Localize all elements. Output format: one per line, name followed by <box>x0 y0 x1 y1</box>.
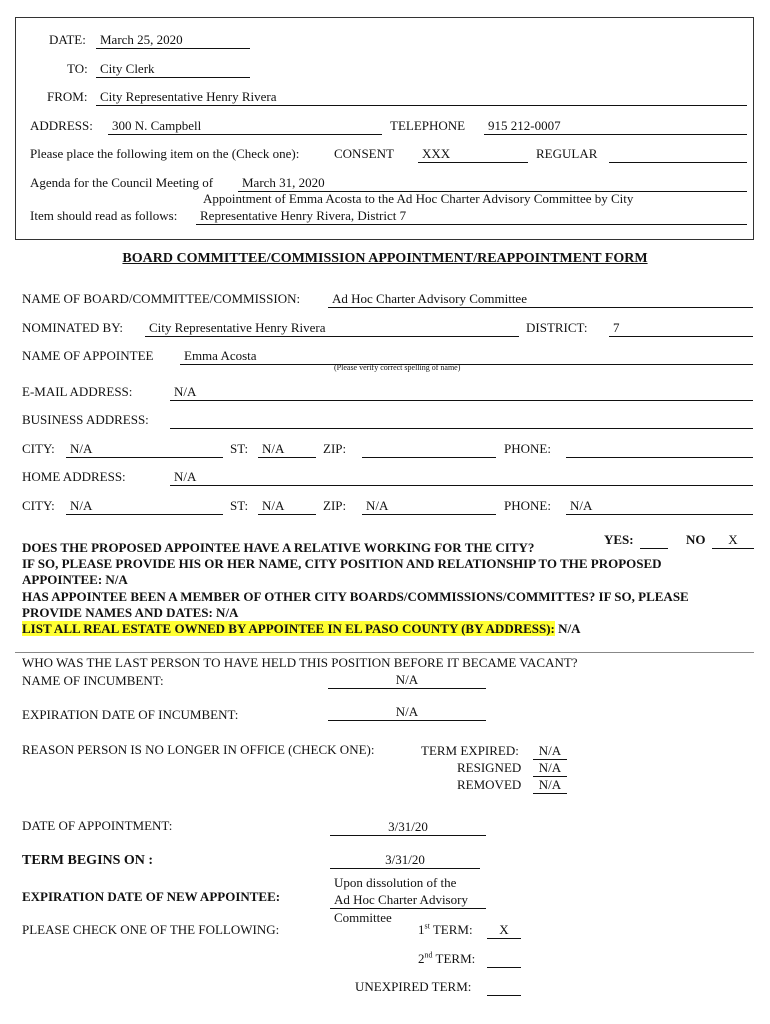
real-estate-question <box>22 621 581 637</box>
new-expiration-label: EXPIRATION DATE OF NEW APPOINTEE: <box>22 889 281 904</box>
district-label: DISTRICT: <box>526 320 588 335</box>
new-expiration-line1: Upon dissolution of the <box>334 875 457 890</box>
zip2-label: ZIP: <box>323 498 347 513</box>
email-label: E-MAIL ADDRESS: <box>22 384 133 399</box>
home-address-label: HOME ADDRESS: <box>22 469 126 484</box>
district-field[interactable] <box>609 320 753 337</box>
phone1-label: PHONE: <box>504 441 551 456</box>
st2-value: N/A <box>262 498 285 513</box>
no-label: NO <box>686 532 706 547</box>
date-field[interactable] <box>96 32 250 49</box>
appointee-name-value: Emma Acosta <box>184 348 257 363</box>
district-value: 7 <box>613 320 620 335</box>
zip1-field[interactable] <box>362 441 496 458</box>
consent-label: CONSENT <box>334 146 394 161</box>
address-field[interactable] <box>108 118 382 135</box>
relative-detail-line2: APPOINTEE: N/A <box>22 572 128 587</box>
relative-detail-line1: IF SO, PLEASE PROVIDE HIS OR HER NAME, CITY POSITION AND RELATIONSHIP TO THE PROPOSED <box>22 556 662 571</box>
consent-value: XXX <box>422 146 451 161</box>
to-label: TO: <box>67 61 88 76</box>
term-expired-field[interactable] <box>533 743 567 760</box>
incumbent-expiration-value: N/A <box>395 704 419 719</box>
st1-label: ST: <box>230 441 249 456</box>
agenda-label: Agenda for the Council Meeting of <box>30 175 214 190</box>
phone2-label: PHONE: <box>504 498 551 513</box>
city1-label: CITY: <box>22 441 55 456</box>
first-term-field[interactable] <box>487 922 521 939</box>
incumbent-name-field[interactable] <box>328 672 486 689</box>
unexpired-term-label: UNEXPIRED TERM: <box>355 979 472 994</box>
term-begins-field[interactable] <box>330 852 480 869</box>
real-estate-value: N/A <box>558 621 581 636</box>
term-begins-label: TERM BEGINS ON : <box>22 853 154 868</box>
city2-label: CITY: <box>22 498 55 513</box>
home-address-field[interactable] <box>170 469 753 486</box>
city2-value: N/A <box>70 498 93 513</box>
business-address-field[interactable] <box>170 412 753 429</box>
nominated-field[interactable] <box>145 320 519 337</box>
yes-field[interactable] <box>640 532 668 549</box>
zip1-value <box>362 441 366 456</box>
nominated-value: City Representative Henry Rivera <box>149 320 326 335</box>
date-value: March 25, 2020 <box>100 32 183 47</box>
second-term-field[interactable] <box>487 951 521 968</box>
new-expiration-field[interactable] <box>330 892 486 909</box>
st2-label: ST: <box>230 498 249 513</box>
term-begins-value: 3/31/20 <box>385 852 425 867</box>
new-expiration-line2: Ad Hoc Charter Advisory <box>334 892 468 907</box>
relative-question: DOES THE PROPOSED APPOINTEE HAVE A RELATIVE WORKING FOR THE CITY? <box>22 540 535 555</box>
address-label: ADDRESS: <box>30 118 93 133</box>
zip1-label: ZIP: <box>323 441 347 456</box>
agenda-value: March 31, 2020 <box>242 175 325 190</box>
place-item-label: Please place the following item on the (Check one): <box>30 146 300 161</box>
new-expiration-line3: Committee <box>334 910 392 925</box>
first-term-label <box>418 922 473 938</box>
nominated-label: NOMINATED BY: <box>22 320 123 335</box>
incumbent-name-label: NAME OF INCUMBENT: <box>22 673 164 688</box>
member-question-line2: PROVIDE NAMES AND DATES: N/A <box>22 605 239 620</box>
section-divider <box>15 652 754 653</box>
telephone-value: 915 212-0007 <box>488 118 561 133</box>
resigned-label: RESIGNED <box>457 760 522 775</box>
item-read-line1: Appointment of Emma Acosta to the Ad Hoc Charter Advisory Committee by City <box>203 191 634 206</box>
appointment-date-field[interactable] <box>330 819 486 836</box>
address-value: 300 N. Campbell <box>112 118 202 133</box>
board-label: NAME OF BOARD/COMMITTEE/COMMISSION: <box>22 291 301 306</box>
first-term-num: 1 <box>418 922 425 937</box>
date-label: DATE: <box>49 32 86 47</box>
city1-field[interactable] <box>66 441 223 458</box>
from-label: FROM: <box>47 89 88 104</box>
st2-field[interactable] <box>258 498 316 515</box>
st1-field[interactable] <box>258 441 316 458</box>
item-read-field[interactable] <box>196 208 747 225</box>
second-term-num: 2 <box>418 951 425 966</box>
first-term-sup: st <box>424 921 430 931</box>
removed-label: REMOVED <box>457 777 522 792</box>
second-term-label <box>418 951 475 967</box>
first-term-value: X <box>499 922 509 937</box>
incumbent-expiration-field[interactable] <box>328 704 486 721</box>
board-field[interactable] <box>328 291 753 308</box>
unexpired-term-field[interactable] <box>487 979 521 996</box>
email-value: N/A <box>174 384 197 399</box>
phone2-value: N/A <box>570 498 593 513</box>
incumbent-expiration-label: EXPIRATION DATE OF INCUMBENT: <box>22 707 239 722</box>
agenda-field[interactable] <box>238 175 747 192</box>
second-term-text: TERM: <box>435 951 476 966</box>
business-address-value <box>170 412 174 427</box>
regular-label: REGULAR <box>536 146 598 161</box>
from-field[interactable] <box>96 89 747 106</box>
city2-field[interactable] <box>66 498 223 515</box>
appointee-name-field[interactable] <box>180 348 753 365</box>
item-read-label: Item should read as follows: <box>30 208 178 223</box>
form-title: BOARD COMMITTEE/COMMISSION APPOINTMENT/REAPPOINTMENT FORM <box>122 251 648 266</box>
no-field[interactable] <box>712 532 754 549</box>
to-value: City Clerk <box>100 61 155 76</box>
resigned-field[interactable] <box>533 760 567 777</box>
removed-value: N/A <box>538 777 562 792</box>
appointment-date-label: DATE OF APPOINTMENT: <box>22 818 173 833</box>
spelling-note: (Please verify correct spelling of name) <box>334 363 461 372</box>
resigned-value: N/A <box>538 760 562 775</box>
no-value: X <box>728 532 738 547</box>
yes-label: YES: <box>604 532 634 547</box>
incumbent-who-label: WHO WAS THE LAST PERSON TO HAVE HELD THIS POSITION BEFORE IT BECAME VACANT? <box>22 655 578 670</box>
term-expired-label: TERM EXPIRED: <box>421 743 519 758</box>
zip2-value: N/A <box>366 498 389 513</box>
city1-value: N/A <box>70 441 93 456</box>
regular-field[interactable] <box>609 146 747 163</box>
reason-label: REASON PERSON IS NO LONGER IN OFFICE (CHECK ONE): <box>22 742 375 757</box>
phone2-field[interactable] <box>566 498 753 515</box>
board-value: Ad Hoc Charter Advisory Committee <box>332 291 527 306</box>
telephone-field[interactable] <box>484 118 747 135</box>
to-field[interactable] <box>96 61 250 78</box>
telephone-label: TELEPHONE <box>390 118 466 133</box>
zip2-field[interactable] <box>362 498 496 515</box>
incumbent-name-value: N/A <box>395 672 419 687</box>
second-term-sup: nd <box>424 950 433 960</box>
from-value: City Representative Henry Rivera <box>100 89 277 104</box>
term-expired-value: N/A <box>538 743 562 758</box>
first-term-text: TERM: <box>432 922 473 937</box>
removed-field[interactable] <box>533 777 567 794</box>
appointment-date-value: 3/31/20 <box>388 819 428 834</box>
home-address-value: N/A <box>174 469 197 484</box>
phone1-value <box>566 441 570 456</box>
real-estate-question-text: LIST ALL REAL ESTATE OWNED BY APPOINTEE IN EL PASO COUNTY (BY ADDRESS): <box>22 621 555 636</box>
member-question-line1: HAS APPOINTEE BEEN A MEMBER OF OTHER CITY BOARDS/COMMISSIONS/COMMITTES? IF SO, PLEASE <box>22 589 689 604</box>
st1-value: N/A <box>262 441 285 456</box>
phone1-field[interactable] <box>566 441 753 458</box>
consent-field[interactable] <box>418 146 528 163</box>
item-read-line2: Representative Henry Rivera, District 7 <box>200 208 407 223</box>
regular-value <box>609 146 613 161</box>
appointee-name-label: NAME OF APPOINTEE <box>22 348 154 363</box>
business-address-label: BUSINESS ADDRESS: <box>22 412 149 427</box>
check-one-label: PLEASE CHECK ONE OF THE FOLLOWING: <box>22 922 280 937</box>
email-field[interactable] <box>170 384 753 401</box>
